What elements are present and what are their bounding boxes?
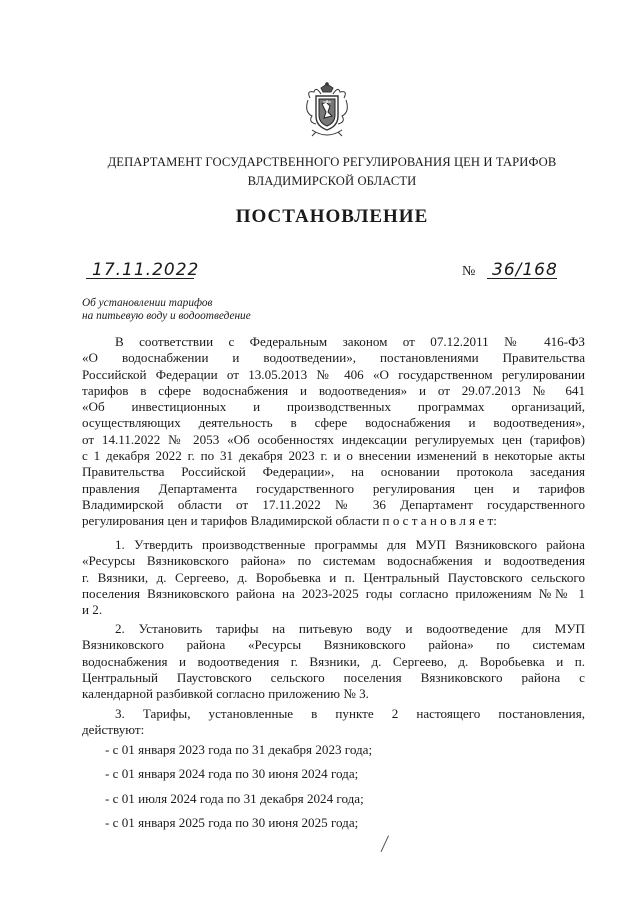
preamble-paragraph — [82, 334, 585, 530]
text-line: Правительства Российской Федерации», на основании протокола заседания — [82, 464, 585, 480]
text-line: поселения Вязниковского района на 2023-2025 годы согласно приложениям №№ 1 — [82, 585, 585, 601]
text-line: В соответствии с Федеральным законом от 07.12.2011 № 416-ФЗ — [115, 334, 585, 349]
text-line: «Ресурсы Вязниковского района» по системам водоснабжения и водоотведения — [82, 553, 585, 569]
period-item: - с 01 июля 2024 года по 31 декабря 2024 года; — [105, 791, 364, 806]
date-underline — [86, 278, 194, 279]
number-underline — [487, 278, 557, 279]
subject-line: на питьевую воду и водоотведение — [82, 310, 251, 322]
text-line: водоснабжения и водоотведения г. Вязники, д. Сергеево, д. Воробьевка и п. — [82, 653, 585, 669]
item-2-paragraph — [82, 621, 585, 702]
item-3-paragraph — [82, 706, 585, 739]
text-line: правления Департамента государственного регулирования цен и тарифов — [82, 480, 585, 496]
text-line: Центральный Паустовского сельского поселения Вязниковского района с — [82, 669, 585, 685]
period-item: - с 01 января 2024 года по 30 июня 2024 года; — [105, 766, 359, 781]
text-line: тарифов в сфере водоснабжения и водоотведения» и от 29.07.2013 № 641 — [82, 382, 585, 398]
text-line: 1. Утвердить производственные программы для МУП Вязниковского района — [115, 537, 585, 552]
text-line: Вязниковского района «Ресурсы Вязниковского района» по системам — [82, 637, 585, 653]
text-line: осуществляющих деятельность в сфере водоснабжения и водоотведения», — [82, 415, 585, 431]
text-line: регулирования цен и тарифов Владимирской области п о с т а н о в л я е т: — [82, 513, 497, 529]
text-line: 2. Установить тарифы на питьевую воду и водоотведение для МУП — [115, 621, 585, 636]
subject-line: Об установлении тарифов — [82, 297, 213, 309]
document-date: 17.11.2022 — [92, 260, 200, 280]
text-line: действуют: — [82, 722, 145, 738]
region-name: ВЛАДИМИРСКОЙ ОБЛАСТИ — [247, 174, 417, 188]
number-label: № — [462, 264, 476, 279]
text-line: «О водоснабжении и водоотведении», постановлениями Правительства — [82, 350, 585, 366]
text-line: с 1 декабря 2022 г. по 31 декабря 2023 г. и о внесении изменений в некоторые акты — [82, 448, 585, 464]
text-line: г. Вязники, д. Сергеево, д. Воробьевка и п. Центральный Паустовского сельского — [82, 569, 585, 585]
period-item: - с 01 января 2023 года по 31 декабря 2023 года; — [105, 742, 373, 757]
text-line: Владимирской области от 17.11.2022 № 36 Департамент государственного — [82, 496, 585, 512]
document-title: ПОСТАНОВЛЕНИЕ — [235, 206, 429, 227]
coat-of-arms-icon — [302, 82, 352, 140]
text-line: 3. Тарифы, установленные в пункте 2 настоящего постановления, — [115, 706, 585, 721]
text-line: и 2. — [82, 602, 103, 618]
document-number: 36/168 — [492, 260, 558, 280]
item-1-paragraph — [82, 537, 585, 618]
department-name: ДЕПАРТАМЕНТ ГОСУДАРСТВЕННОГО РЕГУЛИРОВАНИЯ ЦЕН И ТАРИФОВ — [107, 155, 557, 169]
text-line: «Об инвестиционных и производственных программах организаций, — [82, 399, 585, 415]
period-item: - с 01 января 2025 года по 30 июня 2025 года; — [105, 815, 359, 830]
text-line: от 14.11.2022 № 2053 «Об особенностях индексации регулируемых цен (тарифов) — [82, 431, 585, 447]
text-line: календарной разбивкой согласно приложению № 3. — [82, 686, 369, 702]
pen-mark — [381, 835, 395, 854]
text-line: Российской Федерации от 13.05.2013 № 406 «О государственном регулировании — [82, 366, 585, 382]
